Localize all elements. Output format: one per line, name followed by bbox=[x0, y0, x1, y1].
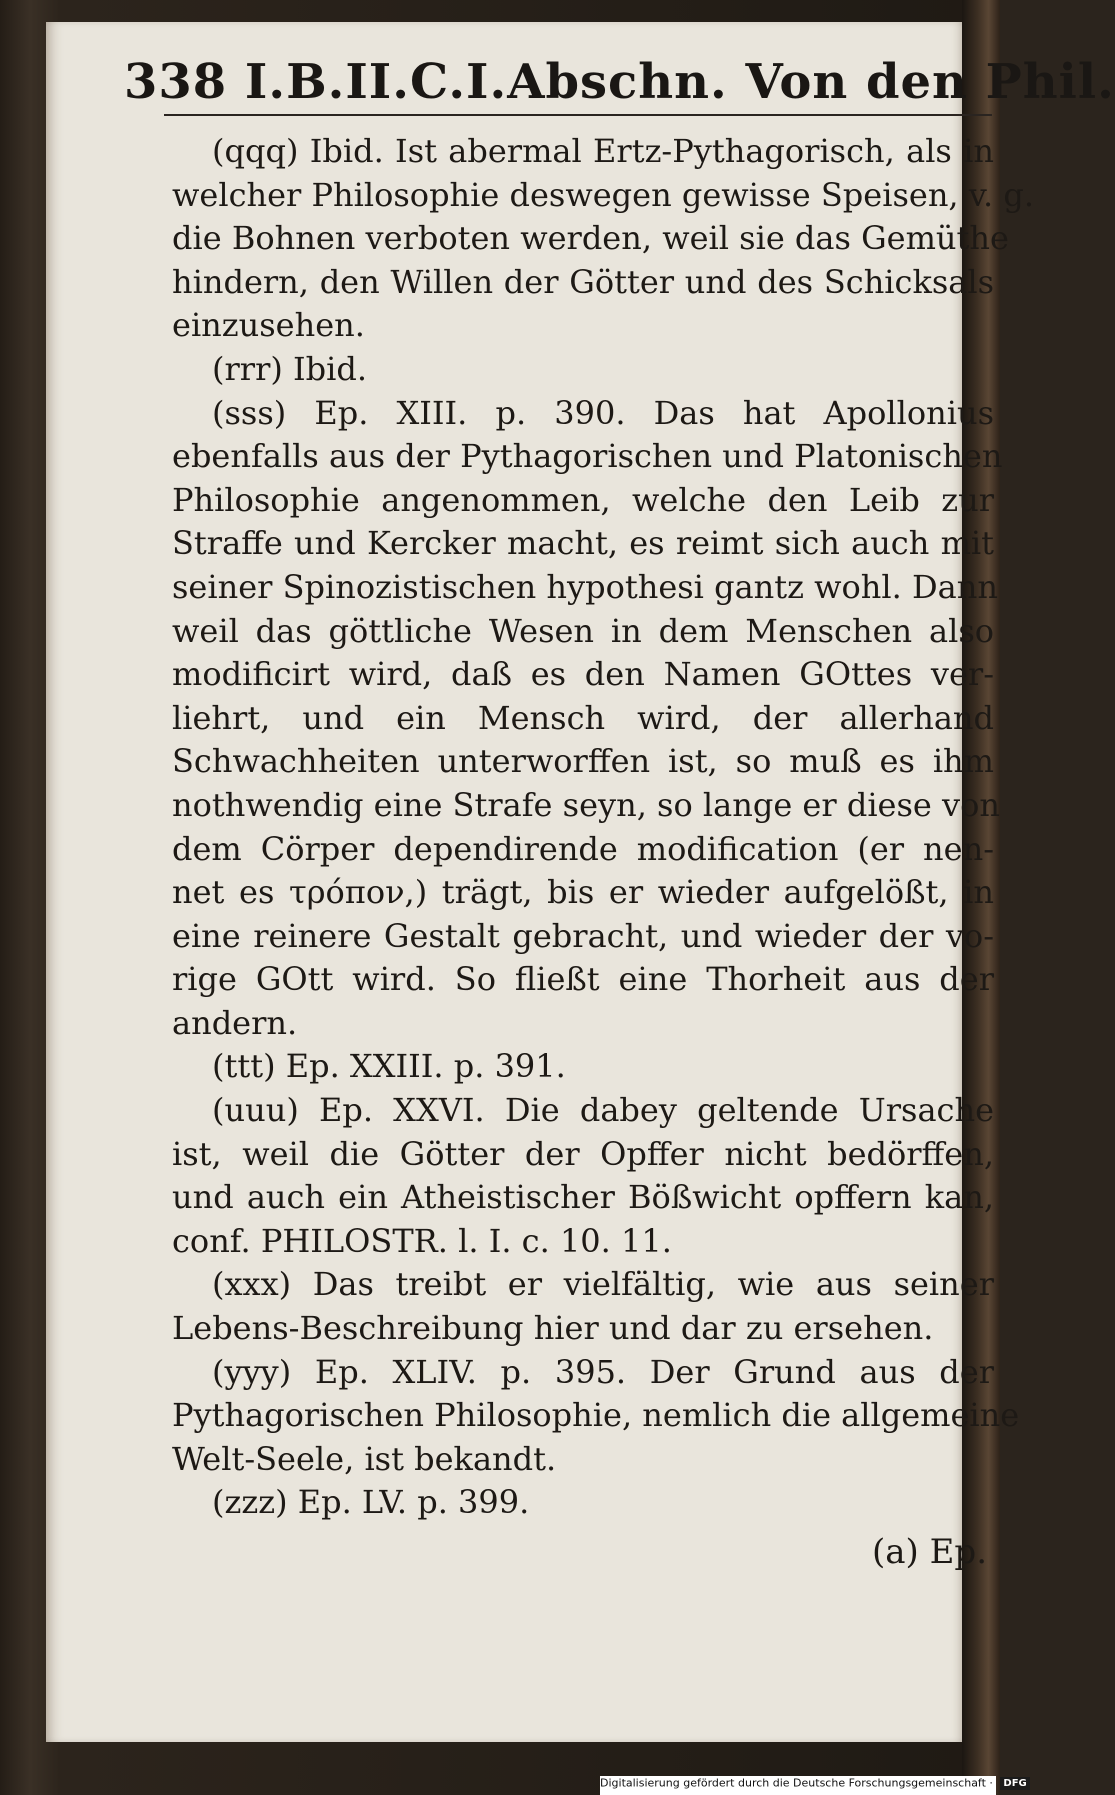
text-line: (zzz) Ep. LV. p. 399. bbox=[212, 1483, 530, 1522]
text-line: modificirt wird, daß es den Namen GOttes ver- bbox=[172, 655, 994, 694]
text-line: hindern, den Willen der Götter und des Schicksals bbox=[172, 262, 994, 301]
text-line: conf. PHILOSTR. l. I. c. 10. 11. bbox=[172, 1221, 672, 1260]
digitization-footer bbox=[600, 1776, 1027, 1795]
text-line: welcher Philosophie deswegen gewisse Speisen, v. g. bbox=[172, 175, 1035, 214]
text-line: (sss) Ep. XIII. p. 390. Das hat Apollonius bbox=[212, 393, 994, 432]
text-line: (rrr) Ibid. bbox=[212, 349, 368, 388]
text-line: Philosophie angenommen, welche den Leib zur bbox=[172, 480, 994, 519]
text-line: Pythagorischen Philosophie, nemlich die allgemeine bbox=[172, 1396, 1020, 1435]
text-line: eine reinere Gestalt gebracht, und wieder der vo- bbox=[172, 916, 994, 955]
text-line: andern. bbox=[172, 1003, 298, 1042]
text-line: ebenfalls aus der Pythagorischen und Platonischen bbox=[172, 437, 1003, 476]
text-line: rige GOtt wird. So fließt eine Thorheit aus der bbox=[172, 960, 994, 999]
text-line: dem Cörper dependirende modification (er nen- bbox=[172, 829, 994, 868]
header-rule bbox=[164, 114, 992, 116]
text-line: (qqq) Ibid. Ist abermal Ertz-Pythagorisch, als in bbox=[212, 132, 994, 170]
text-line: (uuu) Ep. XXVI. Die dabey geltende Ursache bbox=[212, 1091, 994, 1130]
footnote-text-block bbox=[172, 130, 1035, 1525]
text-line: weil das göttliche Wesen in dem Menschen also bbox=[172, 611, 994, 650]
text-line: net es τρόπον,) trägt, bis er wieder aufgelößt, in bbox=[172, 873, 994, 912]
catchword: (a) Ep. bbox=[872, 1532, 987, 1572]
text-line: Welt-Seele, ist bekandt. bbox=[172, 1439, 557, 1478]
text-line: liehrt, und ein Mensch wird, der allerhand bbox=[172, 698, 994, 737]
running-header: 338 I.B.II.C.I.Abschn. Von den Phil. bbox=[124, 54, 1115, 110]
footer-text: Digitalisierung gefördert durch die Deutsche Forschungsgemeinschaft · bbox=[600, 1776, 993, 1790]
text-line: Lebens-Beschreibung hier und dar zu ersehen. bbox=[172, 1309, 934, 1348]
text-line: (yyy) Ep. XLIV. p. 395. Der Grund aus der bbox=[212, 1352, 994, 1391]
dfg-logo: DFG bbox=[1000, 1777, 1029, 1790]
text-line: Schwachheiten unterworffen ist, so muß es ihm bbox=[172, 742, 994, 781]
text-line: einzusehen. bbox=[172, 306, 365, 345]
text-line: und auch ein Atheistischer Bößwicht opffern kan, bbox=[172, 1178, 994, 1217]
text-line: ist, weil die Götter der Opffer nicht bedörffen, bbox=[172, 1134, 994, 1173]
text-line: (xxx) Das treibt er vielfältig, wie aus seiner bbox=[212, 1265, 994, 1304]
text-line: seiner Spinozistischen hypothesi gantz wohl. Dann bbox=[172, 567, 998, 606]
text-line: die Bohnen verboten werden, weil sie das Gemüthe bbox=[172, 219, 1009, 258]
text-line: nothwendig eine Strafe seyn, so lange er diese von bbox=[172, 785, 1000, 824]
text-line: (ttt) Ep. XXIII. p. 391. bbox=[212, 1047, 566, 1086]
text-line: Straffe und Kercker macht, es reimt sich auch mit bbox=[172, 524, 994, 563]
